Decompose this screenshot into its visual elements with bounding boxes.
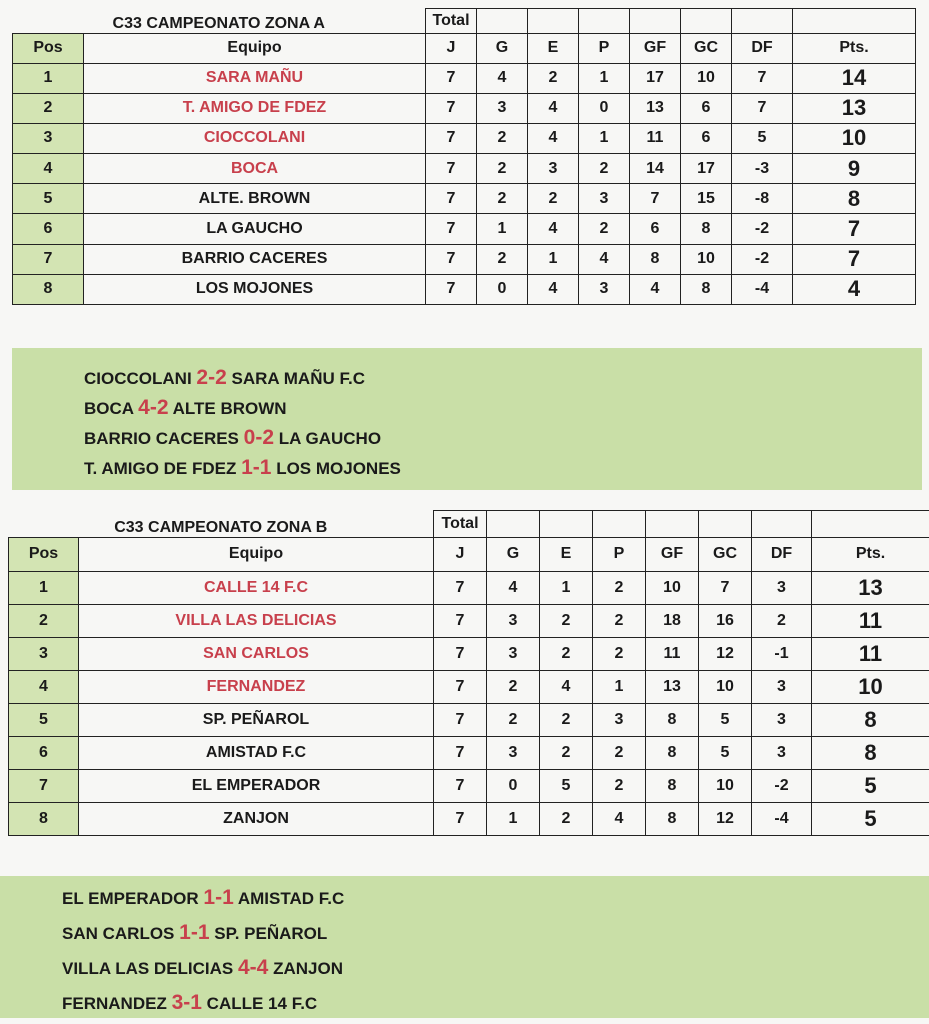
cell-df: 3	[752, 571, 812, 604]
cell-g: 4	[487, 571, 540, 604]
cell-pts: 8	[793, 184, 916, 214]
match-score: 1-1	[179, 921, 210, 944]
col-header-pts: Pts.	[812, 537, 929, 571]
cell-pts: 5	[812, 770, 929, 803]
match-score: 4-2	[138, 396, 169, 419]
match-away: AMISTAD F.C	[237, 889, 345, 908]
cell-pos: 2	[9, 604, 79, 637]
cell-g: 4	[477, 63, 528, 93]
match-home: BARRIO CACERES	[84, 429, 239, 448]
cell-gf: 11	[630, 123, 681, 153]
cell-j: 7	[426, 214, 477, 244]
col-header-df: DF	[752, 537, 812, 571]
cell-df: -2	[732, 244, 793, 274]
match-away: SP. PEÑAROL	[214, 924, 328, 943]
cell-e: 4	[528, 123, 579, 153]
cell-gc: 7	[699, 571, 752, 604]
match-home: CIOCCOLANI	[84, 369, 192, 388]
match-away: CALLE 14 F.C	[206, 994, 318, 1013]
cell-pos: 8	[9, 803, 79, 836]
cell-pts: 14	[793, 63, 916, 93]
cell-e: 2	[528, 184, 579, 214]
col-header-pts: Pts.	[793, 33, 916, 63]
match-result	[62, 886, 344, 910]
cell-gc: 6	[681, 93, 732, 123]
table-row	[9, 604, 929, 637]
cell-j: 7	[434, 703, 487, 736]
cell-gf: 4	[630, 274, 681, 304]
total-label: Total	[426, 9, 477, 34]
cell-e: 4	[528, 274, 579, 304]
cell-gf: 11	[646, 637, 699, 670]
cell-team: SP. PEÑAROL	[79, 703, 434, 736]
match-score: 1-1	[241, 456, 272, 479]
cell-df: 7	[732, 63, 793, 93]
match-home: BOCA	[84, 399, 134, 418]
match-away: LA GAUCHO	[278, 429, 382, 448]
cell-j: 7	[426, 63, 477, 93]
table-row	[9, 703, 929, 736]
cell-p: 2	[579, 154, 630, 184]
match-result	[84, 396, 287, 420]
cell-pts: 4	[793, 274, 916, 304]
cell-j: 7	[434, 604, 487, 637]
match-result	[84, 366, 365, 390]
cell-pos: 7	[13, 244, 84, 274]
cell-gf: 18	[646, 604, 699, 637]
col-header-pos: Pos	[9, 537, 79, 571]
col-header-j: J	[426, 33, 477, 63]
cell-gf: 8	[646, 736, 699, 769]
match-result	[62, 956, 343, 980]
match-result	[62, 991, 317, 1015]
cell-team: CALLE 14 F.C	[79, 571, 434, 604]
col-header-gc: GC	[681, 33, 732, 63]
cell-df: -4	[732, 274, 793, 304]
match-home: T. AMIGO DE FDEZ	[84, 459, 237, 478]
cell-g: 3	[487, 736, 540, 769]
table-row	[9, 571, 929, 604]
match-score: 2-2	[196, 366, 227, 389]
cell-df: -3	[732, 154, 793, 184]
cell-e: 3	[528, 154, 579, 184]
cell-pts: 10	[793, 123, 916, 153]
cell-g: 3	[487, 604, 540, 637]
table-row	[9, 803, 929, 836]
cell-p: 1	[579, 63, 630, 93]
cell-team: BARRIO CACERES	[84, 244, 426, 274]
match-score: 4-4	[238, 956, 269, 979]
cell-e: 2	[540, 604, 593, 637]
table-row	[13, 93, 916, 123]
cell-team: CIOCCOLANI	[84, 123, 426, 153]
cell-pts: 9	[793, 154, 916, 184]
cell-g: 1	[487, 803, 540, 836]
cell-df: -2	[732, 214, 793, 244]
cell-p: 2	[593, 637, 646, 670]
cell-p: 2	[593, 571, 646, 604]
cell-pos: 5	[13, 184, 84, 214]
cell-df: -1	[752, 637, 812, 670]
table-row	[13, 184, 916, 214]
table-row	[13, 63, 916, 93]
cell-e: 5	[540, 770, 593, 803]
table-row	[9, 670, 929, 703]
col-header-e: E	[540, 537, 593, 571]
cell-gc: 8	[681, 274, 732, 304]
cell-g: 2	[477, 154, 528, 184]
cell-team: ZANJON	[79, 803, 434, 836]
match-home: SAN CARLOS	[62, 924, 175, 943]
cell-pts: 7	[793, 214, 916, 244]
table-row	[13, 154, 916, 184]
match-away: SARA MAÑU F.C	[231, 369, 365, 388]
cell-e: 2	[540, 637, 593, 670]
cell-pos: 4	[13, 154, 84, 184]
cell-gf: 7	[630, 184, 681, 214]
cell-j: 7	[434, 770, 487, 803]
zone-title: C33 CAMPEONATO ZONA B	[114, 518, 328, 536]
table-row	[13, 244, 916, 274]
col-header-gf: GF	[630, 33, 681, 63]
cell-gf: 8	[646, 703, 699, 736]
cell-e: 1	[540, 571, 593, 604]
cell-pos: 4	[9, 670, 79, 703]
cell-pts: 10	[812, 670, 929, 703]
cell-gf: 17	[630, 63, 681, 93]
cell-team: T. AMIGO DE FDEZ	[84, 93, 426, 123]
zone-title: C33 CAMPEONATO ZONA A	[112, 14, 325, 32]
cell-df: 5	[732, 123, 793, 153]
match-score: 1-1	[203, 886, 234, 909]
cell-df: -4	[752, 803, 812, 836]
col-header-g: G	[477, 33, 528, 63]
cell-j: 7	[434, 637, 487, 670]
cell-j: 7	[426, 244, 477, 274]
cell-gf: 8	[646, 803, 699, 836]
col-header-j: J	[434, 537, 487, 571]
results-panel-zone-a	[12, 348, 922, 490]
cell-j: 7	[434, 670, 487, 703]
cell-p: 2	[579, 214, 630, 244]
cell-g: 2	[477, 123, 528, 153]
cell-team: VILLA LAS DELICIAS	[79, 604, 434, 637]
cell-team: SAN CARLOS	[79, 637, 434, 670]
cell-gf: 10	[646, 571, 699, 604]
cell-gc: 10	[699, 670, 752, 703]
cell-j: 7	[434, 571, 487, 604]
cell-df: 3	[752, 736, 812, 769]
match-away: ALTE BROWN	[172, 399, 287, 418]
cell-team: LA GAUCHO	[84, 214, 426, 244]
cell-e: 4	[540, 670, 593, 703]
col-header-df: DF	[732, 33, 793, 63]
cell-p: 0	[579, 93, 630, 123]
cell-gc: 5	[699, 736, 752, 769]
table-row	[9, 736, 929, 769]
cell-pos: 8	[13, 274, 84, 304]
cell-pos: 7	[9, 770, 79, 803]
cell-pts: 8	[812, 703, 929, 736]
cell-gf: 6	[630, 214, 681, 244]
table-row	[9, 637, 929, 670]
cell-j: 7	[426, 123, 477, 153]
cell-gc: 5	[699, 703, 752, 736]
cell-g: 2	[477, 244, 528, 274]
cell-p: 2	[593, 736, 646, 769]
cell-df: -8	[732, 184, 793, 214]
table-row	[13, 123, 916, 153]
col-header-e: E	[528, 33, 579, 63]
cell-g: 1	[477, 214, 528, 244]
zone-a	[0, 0, 929, 500]
cell-pos: 6	[13, 214, 84, 244]
cell-df: 3	[752, 670, 812, 703]
cell-gc: 16	[699, 604, 752, 637]
cell-g: 0	[477, 274, 528, 304]
match-home: FERNANDEZ	[62, 994, 167, 1013]
cell-e: 1	[528, 244, 579, 274]
cell-e: 2	[540, 703, 593, 736]
cell-j: 7	[426, 93, 477, 123]
match-away: ZANJON	[273, 959, 343, 978]
cell-e: 4	[528, 214, 579, 244]
cell-gf: 8	[646, 770, 699, 803]
cell-e: 2	[540, 803, 593, 836]
cell-g: 3	[477, 93, 528, 123]
cell-j: 7	[426, 184, 477, 214]
cell-team: EL EMPERADOR	[79, 770, 434, 803]
cell-pts: 5	[812, 803, 929, 836]
cell-gf: 14	[630, 154, 681, 184]
cell-g: 0	[487, 770, 540, 803]
table-row	[9, 770, 929, 803]
standings-table-zone-a	[12, 8, 916, 305]
cell-gf: 8	[630, 244, 681, 274]
col-header-equipo: Equipo	[79, 537, 434, 571]
cell-j: 7	[434, 736, 487, 769]
cell-j: 7	[426, 154, 477, 184]
cell-pos: 1	[13, 63, 84, 93]
table-row	[13, 214, 916, 244]
cell-pts: 11	[812, 604, 929, 637]
cell-gc: 6	[681, 123, 732, 153]
cell-g: 2	[487, 703, 540, 736]
cell-team: SARA MAÑU	[84, 63, 426, 93]
cell-g: 2	[487, 670, 540, 703]
cell-team: LOS MOJONES	[84, 274, 426, 304]
cell-p: 2	[593, 770, 646, 803]
cell-pos: 6	[9, 736, 79, 769]
cell-gc: 12	[699, 637, 752, 670]
col-header-gc: GC	[699, 537, 752, 571]
cell-pos: 3	[9, 637, 79, 670]
match-away: LOS MOJONES	[276, 459, 401, 478]
cell-df: 7	[732, 93, 793, 123]
table-row	[13, 274, 916, 304]
cell-pos: 2	[13, 93, 84, 123]
cell-pts: 11	[812, 637, 929, 670]
match-score: 0-2	[243, 426, 274, 449]
cell-team: AMISTAD F.C	[79, 736, 434, 769]
cell-p: 2	[593, 604, 646, 637]
cell-gc: 10	[681, 63, 732, 93]
cell-p: 4	[579, 244, 630, 274]
cell-df: 3	[752, 703, 812, 736]
match-home: VILLA LAS DELICIAS	[62, 959, 234, 978]
cell-team: BOCA	[84, 154, 426, 184]
cell-pos: 5	[9, 703, 79, 736]
results-panel-zone-b	[0, 876, 929, 1018]
cell-pts: 7	[793, 244, 916, 274]
match-result	[62, 921, 327, 945]
cell-gc: 15	[681, 184, 732, 214]
col-header-p: P	[579, 33, 630, 63]
cell-pts: 8	[812, 736, 929, 769]
match-score: 3-1	[171, 991, 202, 1014]
cell-gc: 8	[681, 214, 732, 244]
cell-p: 3	[593, 703, 646, 736]
cell-pos: 3	[13, 123, 84, 153]
col-header-gf: GF	[646, 537, 699, 571]
cell-p: 3	[579, 184, 630, 214]
cell-p: 3	[579, 274, 630, 304]
col-header-g: G	[487, 537, 540, 571]
cell-gf: 13	[630, 93, 681, 123]
cell-team: ALTE. BROWN	[84, 184, 426, 214]
col-header-pos: Pos	[13, 33, 84, 63]
total-label: Total	[434, 511, 487, 538]
cell-e: 2	[540, 736, 593, 769]
cell-gc: 17	[681, 154, 732, 184]
cell-gc: 12	[699, 803, 752, 836]
col-header-p: P	[593, 537, 646, 571]
cell-g: 3	[487, 637, 540, 670]
zone-b	[0, 500, 929, 1024]
standings-table-zone-b	[8, 510, 929, 836]
cell-e: 4	[528, 93, 579, 123]
cell-p: 4	[593, 803, 646, 836]
cell-df: -2	[752, 770, 812, 803]
match-home: EL EMPERADOR	[62, 889, 199, 908]
cell-df: 2	[752, 604, 812, 637]
cell-j: 7	[434, 803, 487, 836]
cell-pos: 1	[9, 571, 79, 604]
cell-pts: 13	[793, 93, 916, 123]
cell-gc: 10	[699, 770, 752, 803]
cell-p: 1	[593, 670, 646, 703]
cell-gf: 13	[646, 670, 699, 703]
match-result	[84, 456, 401, 480]
cell-j: 7	[426, 274, 477, 304]
match-result	[84, 426, 381, 450]
cell-e: 2	[528, 63, 579, 93]
cell-pts: 13	[812, 571, 929, 604]
cell-team: FERNANDEZ	[79, 670, 434, 703]
col-header-equipo: Equipo	[84, 33, 426, 63]
cell-g: 2	[477, 184, 528, 214]
cell-p: 1	[579, 123, 630, 153]
cell-gc: 10	[681, 244, 732, 274]
